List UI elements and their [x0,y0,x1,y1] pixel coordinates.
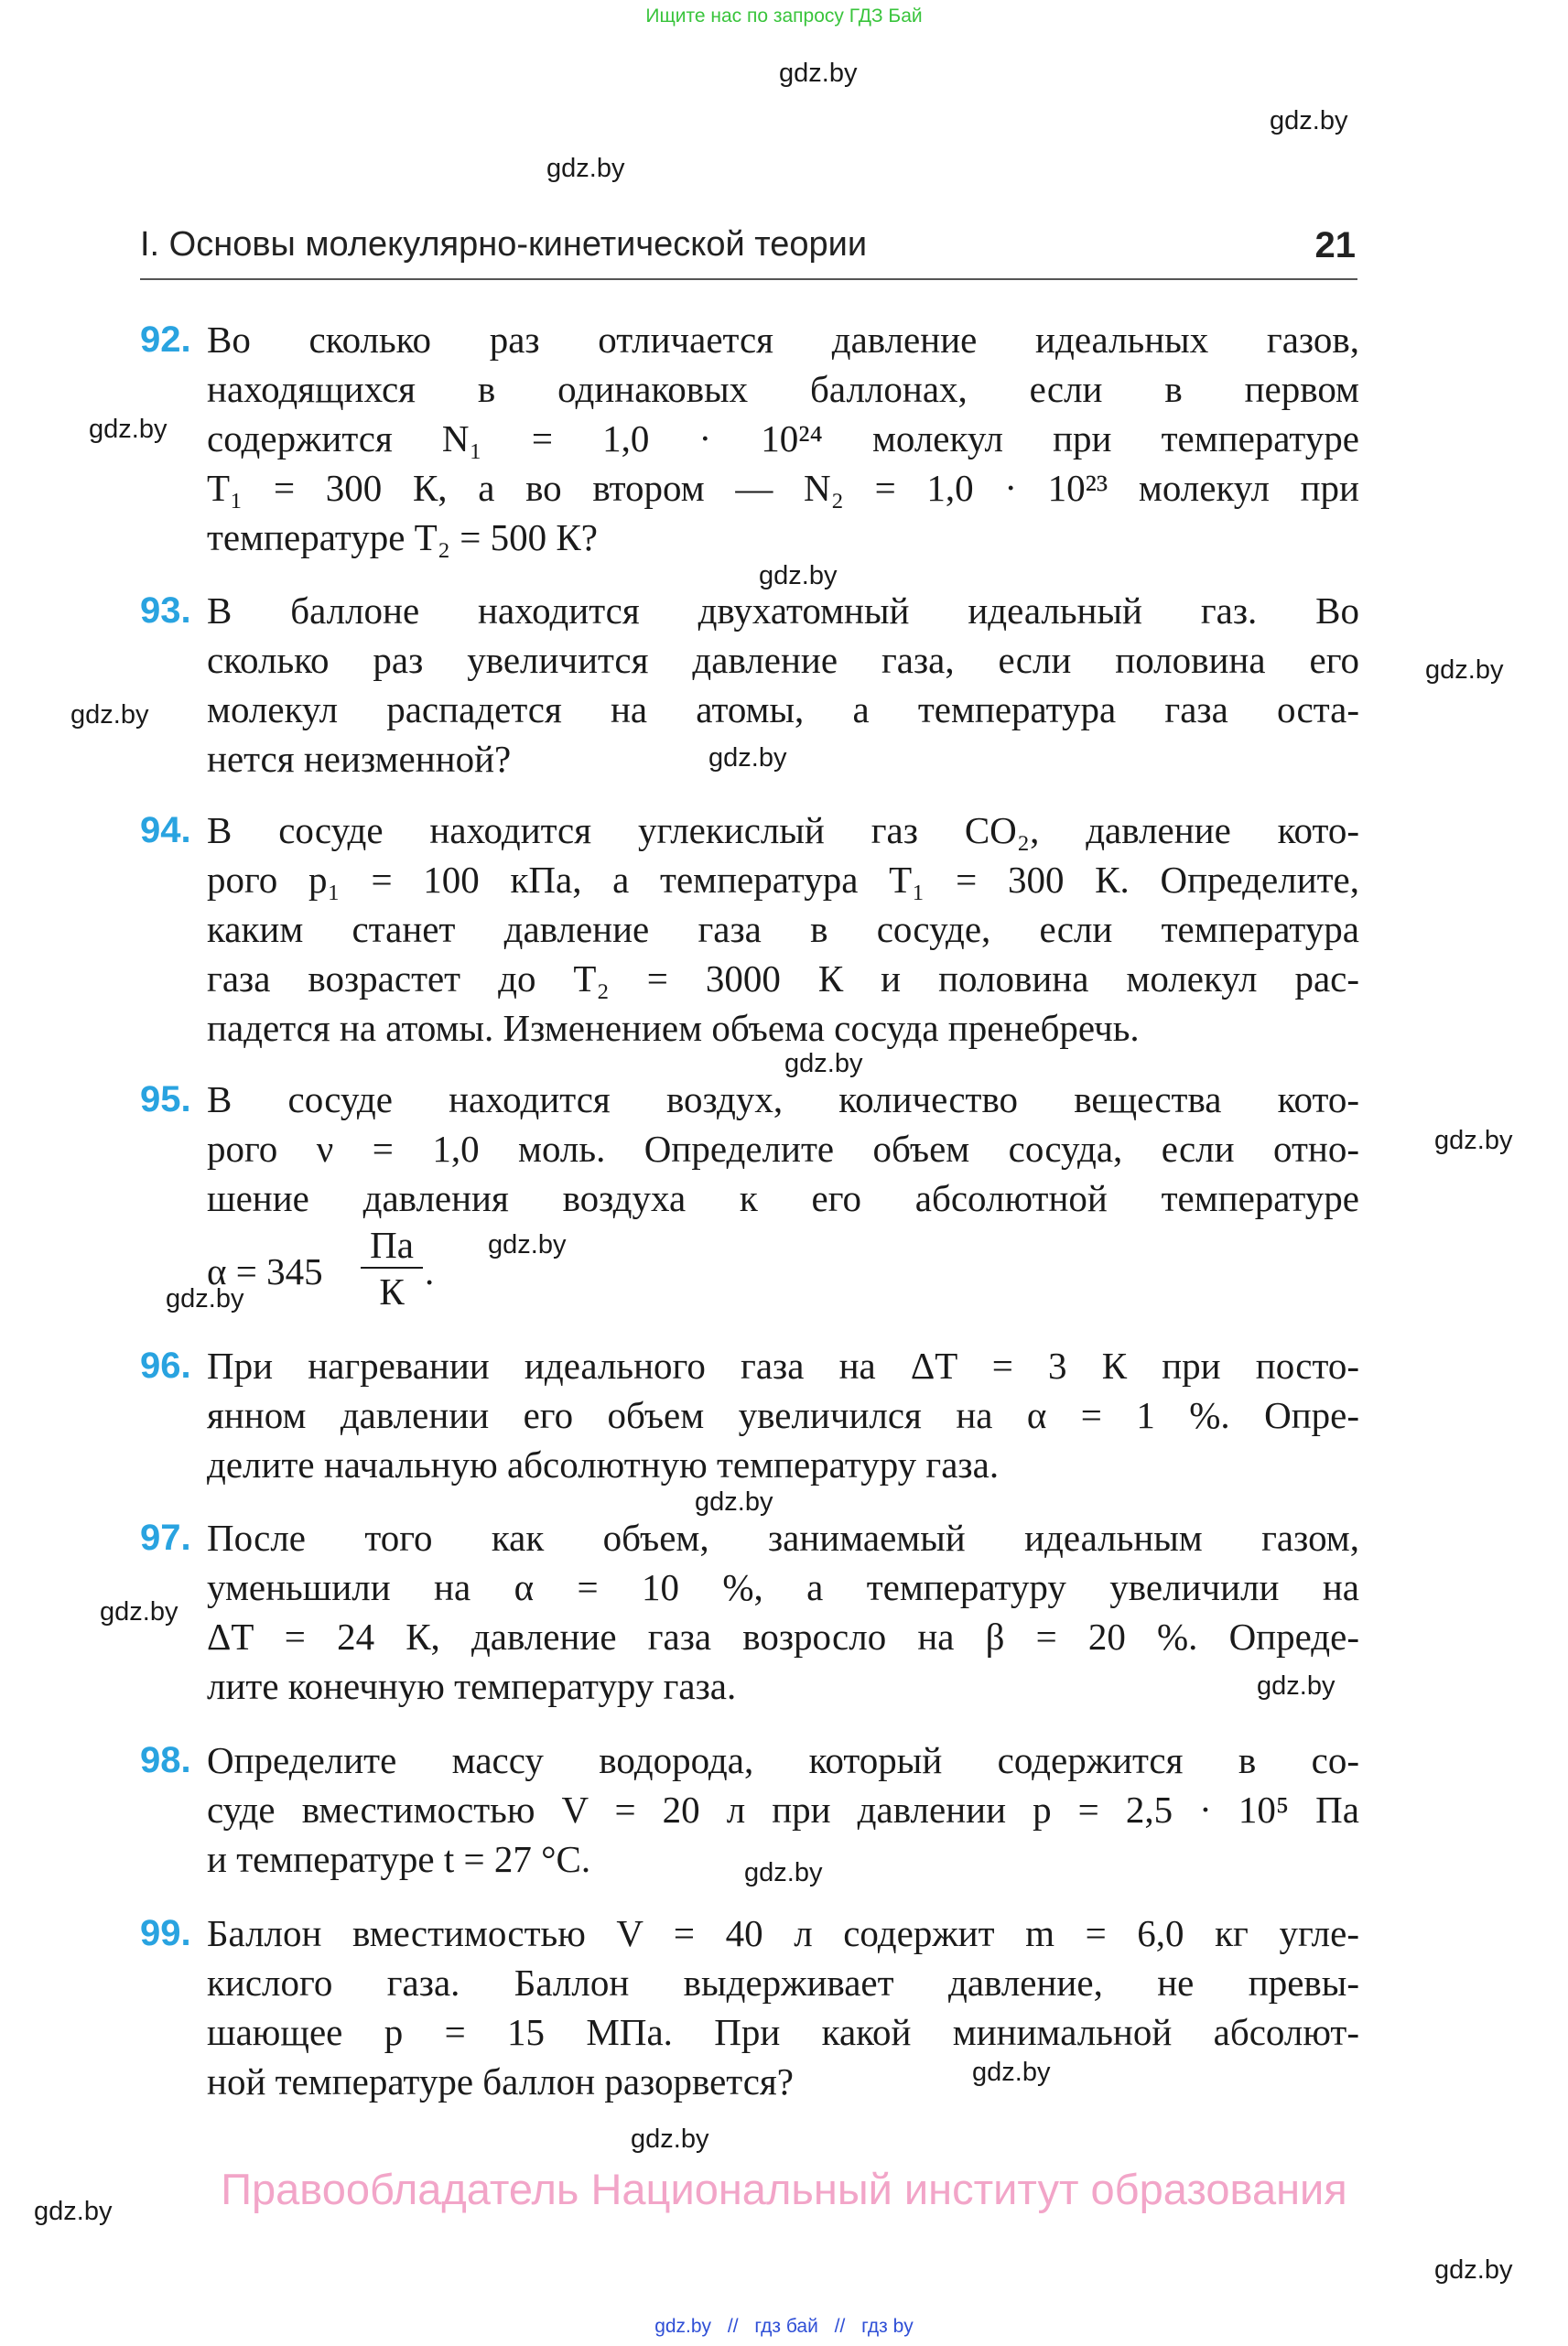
footer-separator: // [834,2316,846,2337]
footer-separator: // [727,2316,739,2337]
problem-text-line: ной температуре баллон разорвется? [207,2060,794,2103]
page-header [140,225,1357,280]
problem-text-line: содержится N₁ = 1,0 · 10²⁴ молекул при температуре [207,417,1359,459]
problem-text-line: После того как объем, занимаемый идеальным газом, [207,1517,1359,1559]
watermark: gdz.by [1257,1671,1336,1701]
problem-number: 92. [140,319,191,360]
watermark: gdz.by [1434,1126,1513,1155]
problem-text-line: и температуре t = 27 °С. [207,1838,591,1880]
fraction-numerator: Па [361,1223,423,1269]
problem-text-line: газа возрастет до T₂ = 3000 К и половина молекул рас- [207,957,1359,1000]
fraction-denominator: К [379,1270,405,1313]
problem-text-line: Определите массу водорода, который содержится в со- [207,1739,1359,1781]
problem-text-line: сколько раз увеличится давление газа, если половина его [207,639,1359,681]
watermark: gdz.by [784,1049,863,1078]
problem-text-line: лите конечную температуру газа. [207,1665,737,1707]
chapter-title: I. Основы молекулярно-кинетической теории [140,225,868,264]
problem-text-line: молекул распадется на атомы, а температура газа оста- [207,688,1359,730]
formula-prefix: α = 345 [207,1250,323,1292]
watermark: gdz.by [779,59,858,88]
watermark: gdz.by [631,2124,709,2154]
watermark: gdz.by [1434,2255,1513,2285]
problem-text-line: рого ν = 1,0 моль. Определите объем сосуда, если отно- [207,1128,1359,1170]
problem-text-line: янном давлении его объем увеличился на α = 1 %. Опре- [207,1394,1359,1436]
footer-link-gdz-bai[interactable]: гдз бай [754,2316,818,2337]
watermark: gdz.by [546,154,625,183]
watermark: gdz.by [70,700,149,730]
footer-link-gdz-by[interactable]: gdz.by [654,2316,712,2337]
problem-text-line: шение давления воздуха к его абсолютной температуре [207,1177,1359,1219]
problem-number: 94. [140,810,191,850]
problem-text-line: Баллон вместимостью V = 40 л содержит m = 6,0 кг угле- [207,1912,1359,1954]
problem-text-line: рого p₁ = 100 кПа, а температура T₁ = 300 К. Определите, [207,859,1359,901]
problem-text-line: При нагревании идеального газа на ΔT = 3 К при посто- [207,1345,1359,1387]
watermark: gdz.by [34,2197,113,2226]
problem-text-line: каким станет давление газа в сосуде, если температура [207,908,1359,950]
alpha-formula [207,1223,573,1314]
watermark: gdz.by [695,1487,773,1517]
footer-links [0,2316,1568,2338]
formula-suffix: . [425,1250,435,1292]
footer-link-gdz-by-cyr[interactable]: гдз by [861,2316,914,2337]
watermark: gdz.by [759,561,838,590]
top-banner-link[interactable]: Ищите нас по запросу ГДЗ Бай [645,5,923,27]
problem-text-line: В сосуде находится углекислый газ CO₂, давление кото- [207,809,1359,851]
problem-text-line: делите начальную абсолютную температуру газа. [207,1443,1000,1486]
watermark: gdz.by [1425,655,1504,685]
problem-text-line: кислого газа. Баллон выдерживает давление, не превы- [207,1962,1359,2004]
problem-text-line: нется неизменной? [207,738,512,780]
problem-number: 98. [140,1740,191,1780]
problem-number: 95. [140,1079,191,1119]
problem-text-line: шающее p = 15 МПа. При какой минимальной абсолют- [207,2011,1359,2053]
problem-text-line: Во сколько раз отличается давление идеальных газов, [207,319,1359,361]
watermark: gdz.by [488,1230,567,1259]
page-number: 21 [1314,225,1356,265]
problem-number: 96. [140,1346,191,1386]
watermark: gdz.by [708,743,787,773]
problem-text-line: температуре T₂ = 500 К? [207,516,598,558]
problem-text-line: уменьшили на α = 10 %, а температуру увеличили на [207,1566,1359,1608]
watermark: gdz.by [1270,106,1348,135]
watermark: gdz.by [166,1284,244,1314]
watermark: gdz.by [100,1597,178,1627]
watermark: gdz.by [744,1858,823,1887]
fraction [361,1223,423,1314]
watermark: gdz.by [972,2058,1051,2087]
problem-number: 99. [140,1913,191,1953]
problem-text-line: находящихся в одинаковых баллонах, если в первом [207,368,1359,410]
copyright-notice: Правообладатель Национальный институт образования [221,2165,1347,2213]
problem-text-line: падется на атомы. Изменением объема сосуда пренебречь. [207,1007,1140,1049]
problem-number: 93. [140,590,191,631]
watermark: gdz.by [89,415,168,444]
problem-number: 97. [140,1518,191,1558]
problem-text-line: В сосуде находится воздух, количество вещества кото- [207,1078,1359,1120]
problem-text-line: В баллоне находится двухатомный идеальный газ. Во [207,589,1359,632]
problem-text-line: суде вместимостью V = 20 л при давлении p = 2,5 · 10⁵ Па [207,1789,1359,1831]
problem-text-line: ΔT = 24 К, давление газа возросло на β = 20 %. Опреде- [207,1616,1359,1658]
problem-text-line: T₁ = 300 К, а во втором — N₂ = 1,0 · 10²³ молекул при [207,467,1359,509]
